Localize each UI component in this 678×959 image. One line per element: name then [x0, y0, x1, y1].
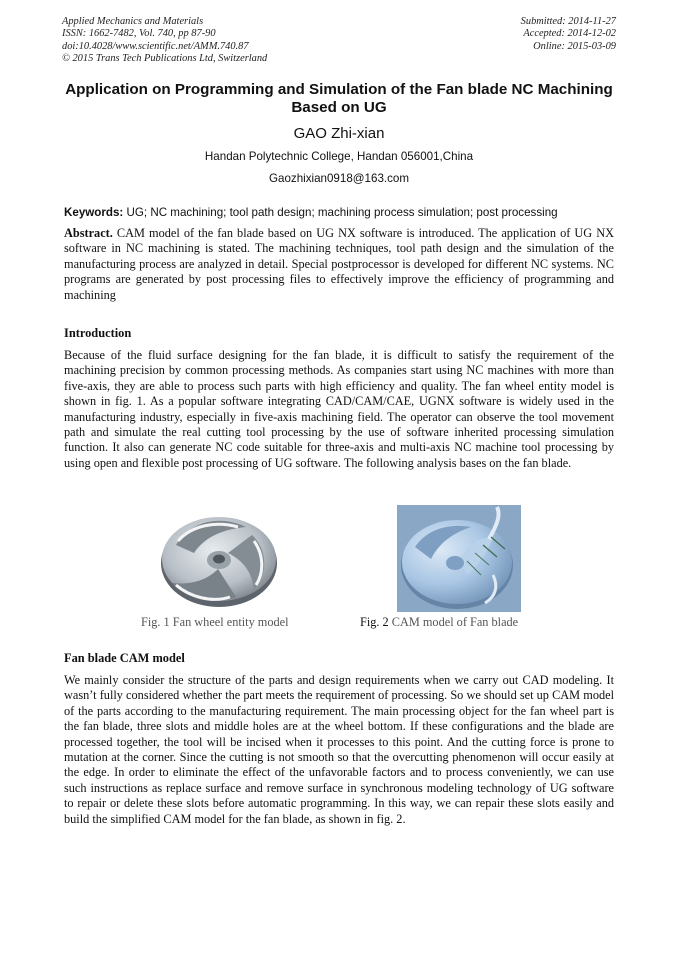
header-right	[521, 16, 616, 53]
keywords-text: UG; NC machining; tool path design; machining process simulation; post processing	[123, 206, 558, 219]
header-left	[62, 16, 267, 65]
keywords-line	[64, 206, 614, 219]
abstract-text: CAM model of the fan blade based on UG NX software is introduced. The application of UG NX software in NC machining is stated. The machining techniques, tool path design and the simulation of the manufacturing process are analyzed in detail. Special postprocessor is developed for different NC systems. NC programs are generated by post processing files to effectively improve the efficiency of programming and machining	[64, 226, 614, 302]
figure-1-fan-wheel-image	[156, 505, 282, 611]
journal-name: Applied Mechanics and Materials	[62, 16, 204, 27]
issn-line: ISSN: 1662-7482, Vol. 740, pp 87-90	[62, 28, 216, 40]
copyright-line: © 2015 Trans Tech Publications Ltd, Switzerland	[62, 52, 268, 64]
introduction-heading: Introduction	[64, 326, 132, 340]
submitted-date: Submitted: 2014-11-27	[520, 16, 616, 27]
abstract-label: Abstract.	[64, 226, 113, 240]
paper-title: Application on Programming and Simulation of the Fan blade NC Machining Based on UG	[65, 81, 613, 116]
cam-model-render	[397, 505, 521, 612]
author-name: GAO Zhi-xian	[293, 125, 385, 142]
cam-model-heading: Fan blade CAM model	[64, 651, 185, 665]
affiliation: Handan Polytechnic College, Handan 056001,China	[204, 150, 474, 163]
figure-1-caption: Fig. 1 Fan wheel entity model	[141, 615, 289, 629]
introduction-paragraph: Because of the fluid surface designing for the fan blade, it is difficult to satisfy the requirement of the machining precision by common processing methods. As companies start using NC machines with more than five-axis, they are able to process such parts with high efficiency and quality. The fan wheel entity model is shown in fig. 1. As a popular software integrating CAD/CAM/CAE, UGNX software is widely used in the manufacturing industry, especially in five-axis machining field. The operator can observe the tool movement path and simulate the real cutting tool processing by the use of software inherited processing simulation function. It also can generate NC code suitable for three-axis and multi-axis NC machine tool processing by using open and flexible post processing of UG software. The following analysis bases on the fan blade.	[64, 348, 614, 470]
figure-2-cam-model-image	[397, 505, 521, 612]
cam-model-paragraph: We mainly consider the structure of the parts and design requirements when we carry out CAD modeling. It wasn’t fully considered whether the part meets the requirement of processing. So we should set up CAM model of the parts according to the manufacturing requirement. The main processing object for the fan wheel part is the fan blade, three slots and middle holes are at the wheel bottom. If these configurations and the blade are processed together, the tool will be incised when it processes to this point. And the cutting force is prone to mutation at the corner. Since the cutting is not smooth so that the overcutting phenomenon will occur easily at the edge. In order to eliminate the effect of the unfavorable factors and to process conveniently, we can use such instructions as replace surface and remove surface in synchronous modeling technology of UG software to repair or delete these slots before automatic programming. In this way, we can repair these slots easily and build the simplified CAM model for the fan blade, as shown in fig. 2.	[64, 673, 614, 826]
fan-wheel-render	[156, 505, 282, 611]
figure-2-caption-text: CAM model of Fan blade	[388, 615, 519, 629]
abstract-paragraph	[64, 226, 614, 303]
doi-line: doi:10.4028/www.scientific.net/AMM.740.87	[62, 40, 249, 52]
figure-2-label: Fig. 2	[360, 615, 389, 629]
author-email: Gaozhixian0918@163.com	[268, 172, 410, 185]
accepted-date: Accepted: 2014-12-02	[523, 28, 616, 40]
online-date: Online: 2015-03-09	[533, 40, 616, 52]
figure-2-caption	[360, 615, 518, 630]
keywords-label: Keywords:	[64, 206, 124, 219]
